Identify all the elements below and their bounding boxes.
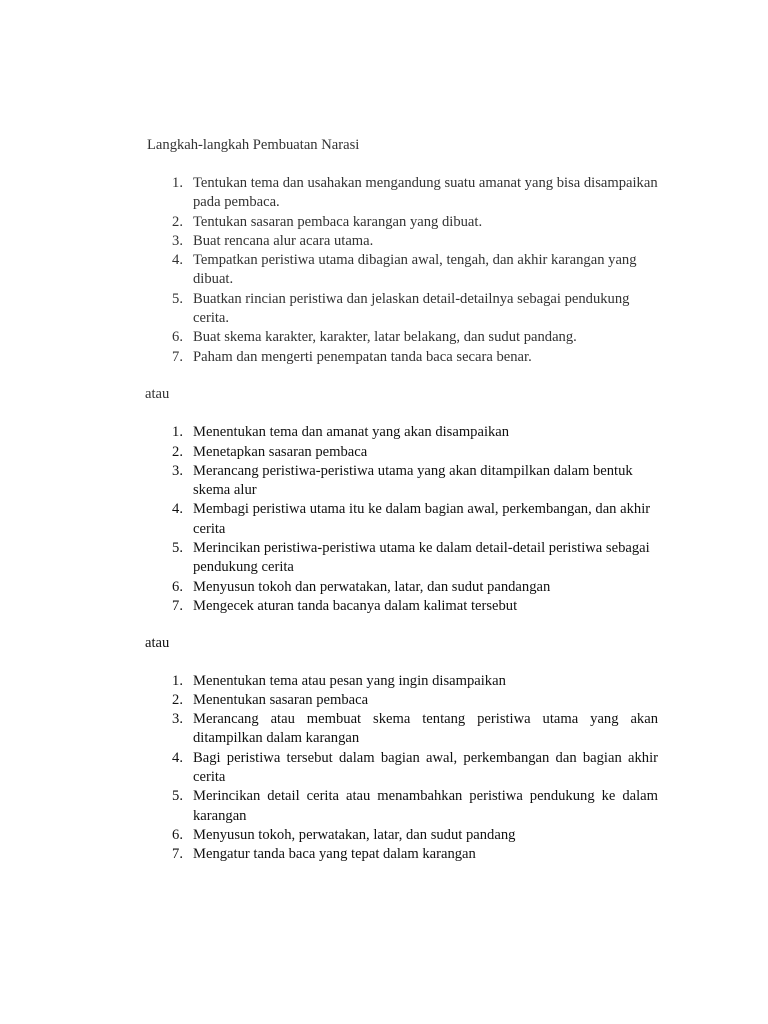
- list-item-text: Tentukan tema dan usahakan mengandung suatu amanat yang bisa disampaikan pada pembaca.: [193, 175, 658, 211]
- list-item-text: Bagi peristiwa tersebut dalam bagian awal, perkembangan dan bagian akhir cerita: [193, 749, 658, 786]
- list-item-number: 5.: [172, 788, 183, 805]
- list-item-number: 3.: [172, 232, 183, 249]
- list-item-number: 3.: [172, 462, 183, 479]
- list-item-text: Buat skema karakter, karakter, latar belakang, dan sudut pandang.: [193, 329, 577, 346]
- list-item-text: Merancang atau membuat skema tentang peristiwa utama yang akan ditampilkan dalam karangan: [193, 711, 658, 747]
- document-page: [147, 136, 658, 865]
- list-item-number: 6.: [172, 578, 183, 595]
- list-item-text: Buat rencana alur acara utama.: [193, 232, 374, 249]
- list-item: [147, 443, 658, 462]
- list-item: [147, 423, 658, 442]
- list-item: [147, 710, 658, 749]
- separator-text: atau: [145, 635, 170, 652]
- list-item: [147, 787, 658, 826]
- list-item: [147, 251, 658, 290]
- list-item: [147, 578, 658, 597]
- list-item-number: 4.: [172, 252, 183, 269]
- list-item-text: Mengecek aturan tanda bacanya dalam kalimat tersebut: [193, 597, 518, 614]
- list-item-text: Buatkan rincian peristiwa dan jelaskan detail-detailnya sebagai pendukung cerita.: [193, 290, 630, 327]
- list-item-number: 1.: [172, 672, 183, 689]
- list-item: [147, 213, 658, 232]
- list-item-number: 1.: [172, 424, 183, 441]
- steps-list-1: [147, 174, 658, 367]
- document-title: Langkah-langkah Pembuatan Narasi: [147, 137, 360, 153]
- list-item-text: Mengatur tanda baca yang tepat dalam karangan: [193, 846, 476, 863]
- list-item-number: 2.: [172, 691, 183, 708]
- list-item-number: 6.: [172, 826, 183, 843]
- list-item-text: Menyusun tokoh dan perwatakan, latar, dan sudut pandangan: [193, 578, 551, 595]
- list-item-text: Tentukan sasaran pembaca karangan yang dibuat.: [193, 213, 483, 230]
- list-item-number: 6.: [172, 329, 183, 346]
- list-item-number: 4.: [172, 501, 183, 518]
- list-item: [147, 232, 658, 251]
- list-item-text: Menyusun tokoh, perwatakan, latar, dan sudut pandang: [193, 826, 516, 843]
- list-item: [147, 500, 658, 539]
- list-item: [147, 597, 658, 616]
- list-item-text: Menentukan tema dan amanat yang akan disampaikan: [193, 424, 510, 441]
- list-item-number: 2.: [172, 443, 183, 460]
- list-item-number: 5.: [172, 290, 183, 307]
- list-item-number: 5.: [172, 540, 183, 557]
- list-item-number: 3.: [172, 711, 183, 728]
- list-item-text: Merincikan detail cerita atau menambahkan peristiwa pendukung ke dalam karangan: [193, 788, 658, 824]
- list-item: [147, 539, 658, 578]
- list-item-number: 2.: [172, 213, 183, 230]
- list-item-text: Menetapkan sasaran pembaca: [193, 443, 368, 460]
- list-item-number: 7.: [172, 846, 183, 863]
- list-item-number: 7.: [172, 597, 183, 614]
- list-item-text: Menentukan tema atau pesan yang ingin disampaikan: [193, 672, 506, 689]
- steps-list-2: [147, 423, 658, 616]
- list-item: [147, 174, 658, 213]
- list-item-text: Menentukan sasaran pembaca: [193, 691, 369, 708]
- list-item: [147, 290, 658, 329]
- list-item: [147, 672, 658, 691]
- list-item: [147, 749, 658, 788]
- list-item-number: 7.: [172, 348, 183, 365]
- list-item: [147, 462, 658, 501]
- list-item: [147, 826, 658, 845]
- list-item: [147, 845, 658, 864]
- list-item-text: Paham dan mengerti penempatan tanda baca secara benar.: [193, 348, 532, 365]
- list-item-number: 1.: [172, 175, 183, 191]
- separator-text: atau: [145, 385, 170, 402]
- list-item: [147, 691, 658, 710]
- steps-list-3: [147, 672, 658, 865]
- list-item-number: 4.: [172, 749, 183, 766]
- list-item-text: Merincikan peristiwa-peristiwa utama ke dalam detail-detail peristiwa sebagai pendukung cerita: [193, 540, 650, 576]
- list-item-text: Tempatkan peristiwa utama dibagian awal, tengah, dan akhir karangan yang dibuat.: [193, 252, 637, 288]
- list-item: [147, 348, 658, 367]
- list-item: [147, 328, 658, 347]
- list-item-text: Membagi peristiwa utama itu ke dalam bagian awal, perkembangan, dan akhir cerita: [193, 501, 651, 537]
- list-item-text: Merancang peristiwa-peristiwa utama yang akan ditampilkan dalam bentuk skema alur: [193, 462, 633, 499]
